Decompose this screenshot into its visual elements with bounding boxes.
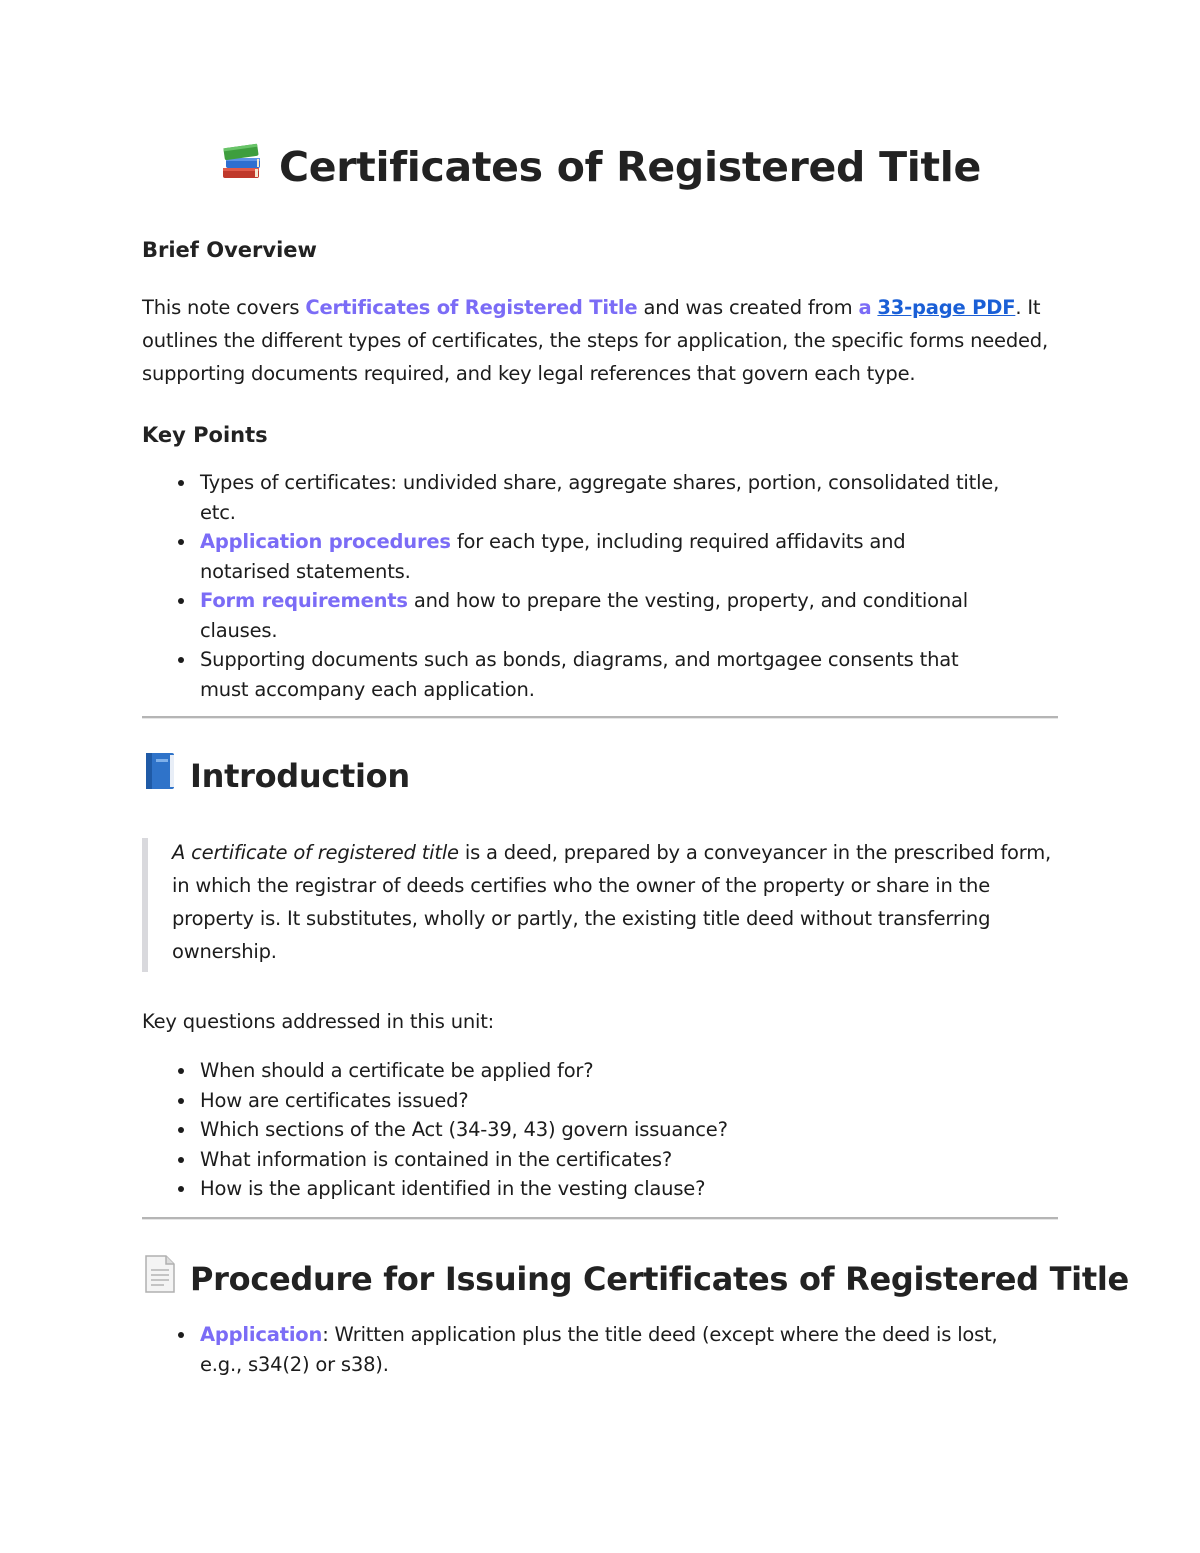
list-item bbox=[142, 1145, 1000, 1175]
item-highlight: Form requirements bbox=[200, 589, 408, 612]
bullet-icon bbox=[178, 1127, 184, 1133]
page-icon bbox=[142, 1254, 178, 1302]
item-text: When should a certificate be applied for? bbox=[200, 1059, 594, 1082]
overview-paragraph bbox=[142, 291, 1058, 390]
item-text: : Written application plus the title deed (except where the deed is lost, e.g., s34(2) or s38). bbox=[200, 1323, 998, 1376]
bullet-icon bbox=[178, 657, 184, 663]
bullet-icon bbox=[178, 1186, 184, 1192]
item-text: Which sections of the Act (34-39, 43) govern issuance? bbox=[200, 1118, 728, 1141]
item-text: Supporting documents such as bonds, diagrams, and mortgagee consents that must accompany each application. bbox=[200, 648, 959, 701]
item-highlight: Application procedures bbox=[200, 530, 451, 553]
page-title bbox=[142, 142, 1058, 198]
overview-text-2: and was created from bbox=[637, 296, 859, 319]
blue-book-icon bbox=[142, 751, 178, 799]
books-icon bbox=[219, 138, 265, 194]
procedure-list bbox=[142, 1320, 1002, 1379]
item-text: Types of certificates: undivided share, aggregate shares, portion, consolidated title, etc. bbox=[200, 471, 1000, 524]
list-item bbox=[142, 1320, 1000, 1379]
section-divider bbox=[142, 1217, 1058, 1219]
item-text: How are certificates issued? bbox=[200, 1088, 469, 1112]
item-text: What information is contained in the certificates? bbox=[200, 1147, 672, 1171]
key-points-list bbox=[142, 468, 1002, 704]
blockquote-emphasis: A certificate of registered title bbox=[172, 841, 459, 864]
overview-heading: Brief Overview bbox=[142, 238, 317, 262]
list-item bbox=[142, 1115, 1000, 1145]
overview-link-article[interactable]: a bbox=[858, 296, 872, 319]
overview-text-4: It outlines the different types of certificates, the steps for application, the specific forms needed, supporting documents required, and key legal references that govern each type. bbox=[142, 296, 1048, 385]
item-highlight: Application bbox=[200, 1323, 323, 1346]
key-questions-list bbox=[142, 1056, 1002, 1204]
item-text: for each type, including required affidavits and notarised statements. bbox=[200, 530, 906, 583]
introduction-heading bbox=[142, 754, 410, 802]
blockquote-bar bbox=[142, 838, 148, 972]
title-text: Certificates of Registered Title bbox=[278, 143, 982, 191]
bullet-icon bbox=[178, 1098, 184, 1104]
blockquote-body: is a deed, prepared by a conveyancer in the prescribed form, in which the registrar of deeds certifies who the owner of the property or share in the property is. It substitutes, wholly or partly, the existing title deed without transferring ownership. bbox=[172, 841, 1052, 963]
bullet-icon bbox=[178, 1157, 184, 1163]
list-item bbox=[142, 1174, 1000, 1204]
bullet-icon bbox=[178, 480, 184, 486]
bullet-icon bbox=[178, 539, 184, 545]
questions-intro: Key questions addressed in this unit: bbox=[142, 1010, 495, 1033]
item-text: and how to prepare the vesting, property, and conditional clauses. bbox=[200, 589, 968, 642]
definition-blockquote bbox=[142, 836, 1058, 972]
bullet-icon bbox=[178, 598, 184, 604]
list-item bbox=[142, 468, 1000, 527]
list-item bbox=[142, 527, 1000, 586]
list-item bbox=[142, 1056, 1000, 1086]
list-item bbox=[142, 645, 1000, 704]
item-text: How is the applicant identified in the vesting clause? bbox=[200, 1177, 706, 1200]
bullet-icon bbox=[178, 1332, 184, 1338]
list-item bbox=[142, 586, 1000, 645]
blockquote-text bbox=[172, 836, 1052, 968]
procedure-heading-text: Procedure for Issuing Certificates of Registered Title bbox=[190, 1260, 1129, 1298]
overview-text-3: . bbox=[1015, 296, 1022, 319]
bullet-icon bbox=[178, 1068, 184, 1074]
overview-highlight: Certificates of Registered Title bbox=[305, 296, 638, 319]
introduction-heading-text: Introduction bbox=[190, 757, 410, 795]
source-pdf-link[interactable]: 33-page PDF bbox=[877, 296, 1016, 319]
key-points-heading: Key Points bbox=[142, 423, 268, 447]
overview-text-1: This note covers bbox=[142, 296, 306, 319]
procedure-heading bbox=[142, 1257, 1129, 1305]
section-divider bbox=[142, 716, 1058, 718]
list-item bbox=[142, 1086, 1000, 1116]
